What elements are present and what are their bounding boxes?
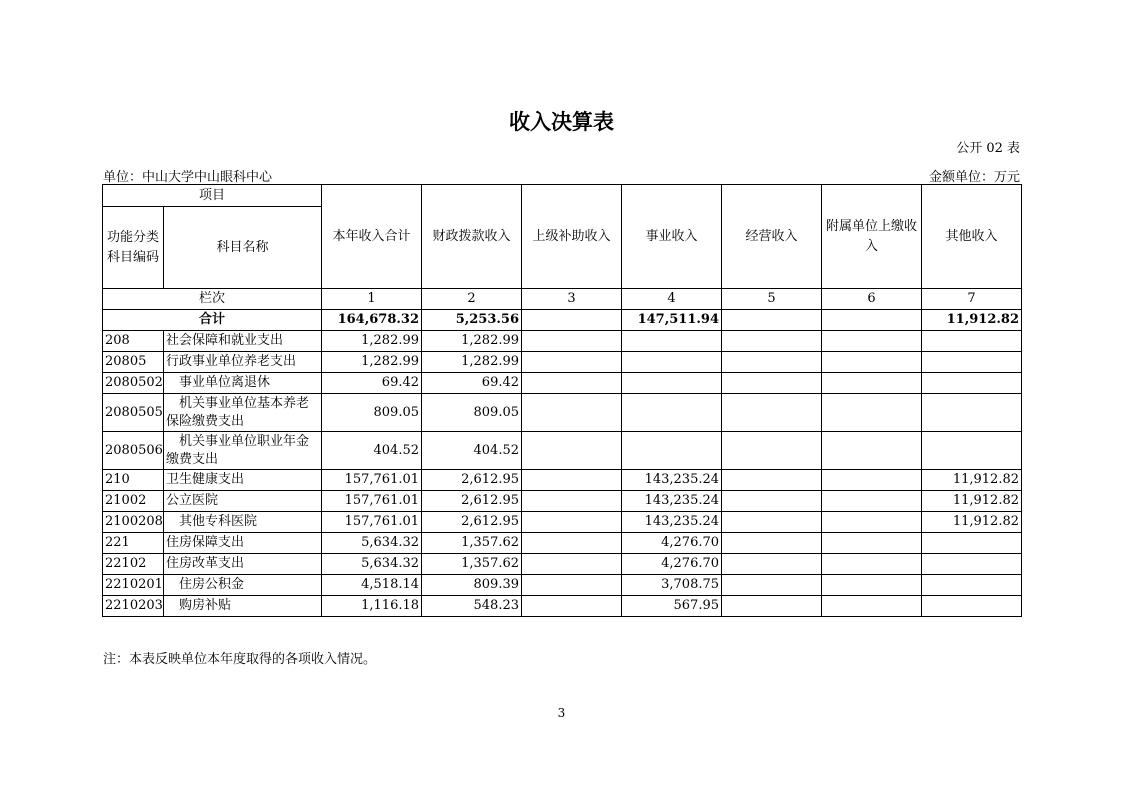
footnote: 注：本表反映单位本年度取得的各项收入情况。	[103, 652, 377, 667]
row-code: 2100208	[103, 512, 164, 533]
header-operating: 经营收入	[722, 185, 822, 289]
table-row	[103, 352, 1022, 373]
row-value: 1,282.99	[322, 331, 422, 352]
row-name: 住房公积金	[164, 575, 322, 596]
row-value	[822, 554, 922, 575]
row-value: 4,518.14	[322, 575, 422, 596]
row-name: 住房改革支出	[164, 554, 322, 575]
row-value: 11,912.82	[922, 491, 1022, 512]
row-code: 210	[103, 470, 164, 491]
total-value	[722, 310, 822, 331]
table-row	[103, 491, 1022, 512]
row-value	[822, 373, 922, 394]
page-title: 收入决算表	[509, 110, 614, 134]
row-value	[522, 470, 622, 491]
total-value	[522, 310, 622, 331]
page-number: 3	[557, 706, 566, 720]
row-value: 69.42	[322, 373, 422, 394]
row-value	[722, 596, 822, 617]
row-value	[722, 554, 822, 575]
row-name: 机关事业单位基本养老保险缴费支出	[164, 394, 322, 432]
header-fiscal: 财政拨款收入	[422, 185, 522, 289]
column-number: 7	[922, 289, 1022, 310]
column-number-row	[103, 289, 1022, 310]
row-value: 69.42	[422, 373, 522, 394]
row-value	[722, 470, 822, 491]
row-value: 567.95	[622, 596, 722, 617]
column-number: 1	[322, 289, 422, 310]
header-item: 项目	[103, 185, 322, 207]
header-code: 功能分类科目编码	[103, 207, 164, 289]
table-row	[103, 394, 1022, 432]
row-value	[522, 373, 622, 394]
row-value	[522, 491, 622, 512]
row-value	[822, 394, 922, 432]
row-value	[622, 373, 722, 394]
row-code: 2210201	[103, 575, 164, 596]
total-value	[822, 310, 922, 331]
row-value: 4,276.70	[622, 533, 722, 554]
row-value	[722, 512, 822, 533]
row-name: 机关事业单位职业年金缴费支出	[164, 432, 322, 470]
row-name: 社会保障和就业支出	[164, 331, 322, 352]
row-code: 21002	[103, 491, 164, 512]
row-value: 3,708.75	[622, 575, 722, 596]
row-value	[922, 533, 1022, 554]
row-value: 2,612.95	[422, 470, 522, 491]
row-value	[822, 432, 922, 470]
total-value: 11,912.82	[922, 310, 1022, 331]
column-number: 4	[622, 289, 722, 310]
row-value	[722, 491, 822, 512]
row-value: 1,357.62	[422, 533, 522, 554]
row-value: 157,761.01	[322, 470, 422, 491]
column-label: 栏次	[103, 289, 322, 310]
table-row	[103, 575, 1022, 596]
row-value	[722, 352, 822, 373]
row-value	[822, 533, 922, 554]
row-name: 其他专科医院	[164, 512, 322, 533]
row-value	[622, 432, 722, 470]
row-value: 1,116.18	[322, 596, 422, 617]
total-row	[103, 310, 1022, 331]
row-code: 221	[103, 533, 164, 554]
row-code: 2080502	[103, 373, 164, 394]
row-value	[922, 554, 1022, 575]
reporting-unit: 单位：中山大学中山眼科中心	[103, 170, 273, 185]
row-value	[522, 596, 622, 617]
table-row	[103, 432, 1022, 470]
form-number: 公开 02 表	[956, 141, 1020, 156]
row-value	[822, 352, 922, 373]
row-value	[522, 394, 622, 432]
row-value	[822, 596, 922, 617]
row-value: 11,912.82	[922, 512, 1022, 533]
row-value	[822, 512, 922, 533]
row-value	[522, 533, 622, 554]
row-name: 行政事业单位养老支出	[164, 352, 322, 373]
row-code: 2210203	[103, 596, 164, 617]
row-value: 2,612.95	[422, 512, 522, 533]
income-table	[102, 184, 1022, 617]
row-value	[522, 331, 622, 352]
row-value	[722, 331, 822, 352]
row-value: 157,761.01	[322, 512, 422, 533]
row-value: 809.05	[422, 394, 522, 432]
row-value: 809.39	[422, 575, 522, 596]
row-value	[522, 554, 622, 575]
row-value	[922, 373, 1022, 394]
row-value	[722, 575, 822, 596]
row-value: 143,235.24	[622, 512, 722, 533]
row-value	[922, 575, 1022, 596]
table-row	[103, 373, 1022, 394]
row-value: 404.52	[322, 432, 422, 470]
row-value: 1,282.99	[422, 352, 522, 373]
amount-unit: 金额单位：万元	[928, 170, 1020, 185]
row-value: 1,282.99	[322, 352, 422, 373]
row-value: 1,282.99	[422, 331, 522, 352]
column-number: 2	[422, 289, 522, 310]
row-value	[922, 352, 1022, 373]
row-value	[922, 394, 1022, 432]
row-code: 20805	[103, 352, 164, 373]
row-value: 5,634.32	[322, 533, 422, 554]
header-superior: 上级补助收入	[522, 185, 622, 289]
row-code: 22102	[103, 554, 164, 575]
table-row	[103, 533, 1022, 554]
header-name: 科目名称	[164, 207, 322, 289]
row-value	[922, 331, 1022, 352]
row-value: 2,612.95	[422, 491, 522, 512]
total-value: 147,511.94	[622, 310, 722, 331]
column-number: 5	[722, 289, 822, 310]
row-name: 公立医院	[164, 491, 322, 512]
row-value	[722, 394, 822, 432]
header-business: 事业收入	[622, 185, 722, 289]
row-value	[522, 352, 622, 373]
header-other: 其他收入	[922, 185, 1022, 289]
row-value	[822, 491, 922, 512]
header-total: 本年收入合计	[322, 185, 422, 289]
row-value	[822, 470, 922, 491]
total-value: 164,678.32	[322, 310, 422, 331]
row-value	[622, 352, 722, 373]
row-value: 143,235.24	[622, 491, 722, 512]
row-value	[622, 331, 722, 352]
row-value	[622, 394, 722, 432]
row-value	[822, 575, 922, 596]
row-code: 2080505	[103, 394, 164, 432]
row-value	[722, 533, 822, 554]
row-code: 2080506	[103, 432, 164, 470]
header-affiliated: 附属单位上缴收入	[822, 185, 922, 289]
row-value: 11,912.82	[922, 470, 1022, 491]
table-row	[103, 554, 1022, 575]
row-value: 5,634.32	[322, 554, 422, 575]
table-row	[103, 512, 1022, 533]
header-row	[103, 185, 1022, 207]
row-value: 404.52	[422, 432, 522, 470]
row-name: 购房补贴	[164, 596, 322, 617]
row-value	[722, 432, 822, 470]
total-label: 合计	[103, 310, 322, 331]
row-value	[522, 575, 622, 596]
row-value: 157,761.01	[322, 491, 422, 512]
row-value: 809.05	[322, 394, 422, 432]
row-value	[922, 596, 1022, 617]
row-name: 卫生健康支出	[164, 470, 322, 491]
column-number: 3	[522, 289, 622, 310]
row-value	[522, 512, 622, 533]
table-row	[103, 331, 1022, 352]
row-value	[922, 432, 1022, 470]
row-value	[722, 373, 822, 394]
row-value: 548.23	[422, 596, 522, 617]
row-value: 4,276.70	[622, 554, 722, 575]
row-name: 事业单位离退休	[164, 373, 322, 394]
total-value: 5,253.56	[422, 310, 522, 331]
column-number: 6	[822, 289, 922, 310]
row-value	[822, 331, 922, 352]
table-row	[103, 596, 1022, 617]
row-value	[522, 432, 622, 470]
row-value: 1,357.62	[422, 554, 522, 575]
row-value: 143,235.24	[622, 470, 722, 491]
row-code: 208	[103, 331, 164, 352]
table-row	[103, 470, 1022, 491]
row-name: 住房保障支出	[164, 533, 322, 554]
